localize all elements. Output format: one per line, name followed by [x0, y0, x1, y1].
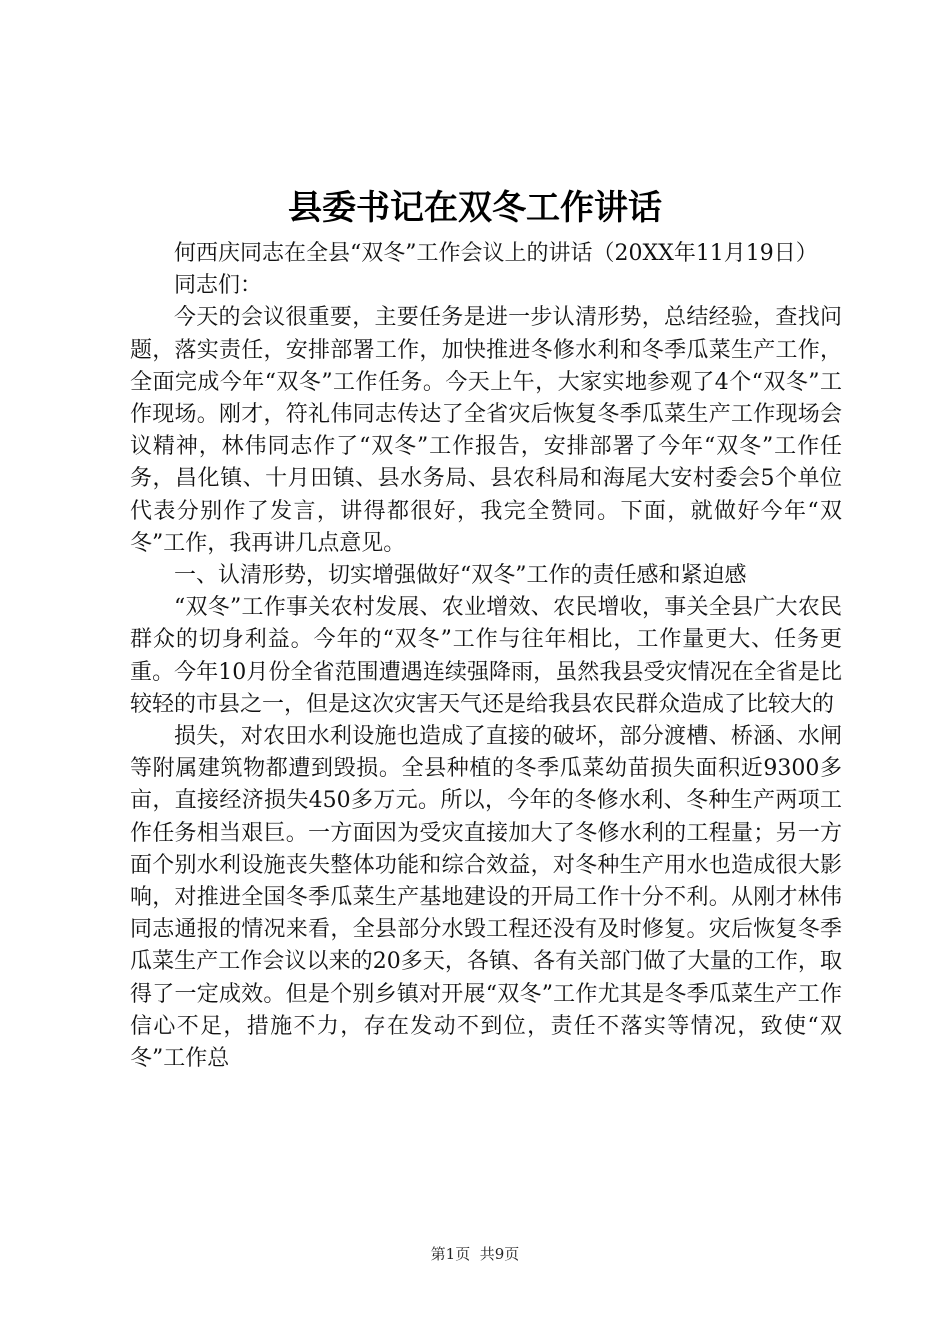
page-total: 共9页 — [479, 1245, 520, 1263]
page-number: 第1页 — [430, 1245, 471, 1263]
paragraph: 同志们： — [174, 273, 263, 299]
page-footer — [0, 1244, 950, 1264]
paragraph: 何西庆同志在全县“双冬”工作会议上的讲话（20XX年11月19日） — [174, 241, 818, 266]
paragraph: “双冬”工作事关农村发展、农业增效、农民增收，事关全县广大农民群众的切身利益。今年的“双冬”工作与往年相比，工作量更大、任务更重。今年10月份全省范围遭遇连续强降雨，虽然我县受灾情况在全省是比较轻的市县之一，但是这次灾害天气还是给我县农民群众造成了比较大的 — [130, 595, 842, 717]
document-body — [130, 238, 842, 1075]
document-title: 县委书记在双冬工作讲话 — [288, 188, 662, 228]
paragraph: 损失，对农田水利设施也造成了直接的破坏，部分渡槽、桥涵、水闸等附属建筑物都遭到毁损。全县种植的冬季瓜菜幼苗损失面积近9300多亩，直接经济损失450多万元。所以，今年的冬修水利、冬种生产两项工作任务相当艰巨。一方面因为受灾直接加大了冬修水利的工程量；另一方面个别水利设施丧失整体功能和综合效益，对冬种生产用水也造成很大影响，对推进全国冬季瓜菜生产基地建设的开局工作十分不利。从刚才林伟同志通报的情况来看，全县部分水毁工程还没有及时修复。灾后恢复冬季瓜菜生产工作会议以来的20多天，各镇、各有关部门做了大量的工作，取得了一定成效。但是个别乡镇对开展“双冬”工作尤其是冬季瓜菜生产工作信心不足，措施不力，存在发动不到位，责任不落实等情况，致使“双冬”工作总 — [130, 724, 842, 1072]
section-heading: 一、认清形势，切实增强做好“双冬”工作的责任感和紧迫感 — [174, 563, 747, 589]
paragraph: 今天的会议很重要，主要任务是进一步认清形势，总结经验，查找问题，落实责任，安排部署工作，加快推进冬修水利和冬季瓜菜生产工作，全面完成今年“双冬”工作任务。今天上午，大家实地参观了4个“双冬”工作现场。刚才，符礼伟同志传达了全省灾后恢复冬季瓜菜生产工作现场会议精神，林伟同志作了“双冬”工作报告，安排部署了今年“双冬”工作任务，昌化镇、十月田镇、县水务局、县农科局和海尾大安村委会5个单位代表分别作了发言，讲得都很好，我完全赞同。下面，就做好今年“双冬”工作，我再讲几点意见。 — [130, 305, 842, 556]
